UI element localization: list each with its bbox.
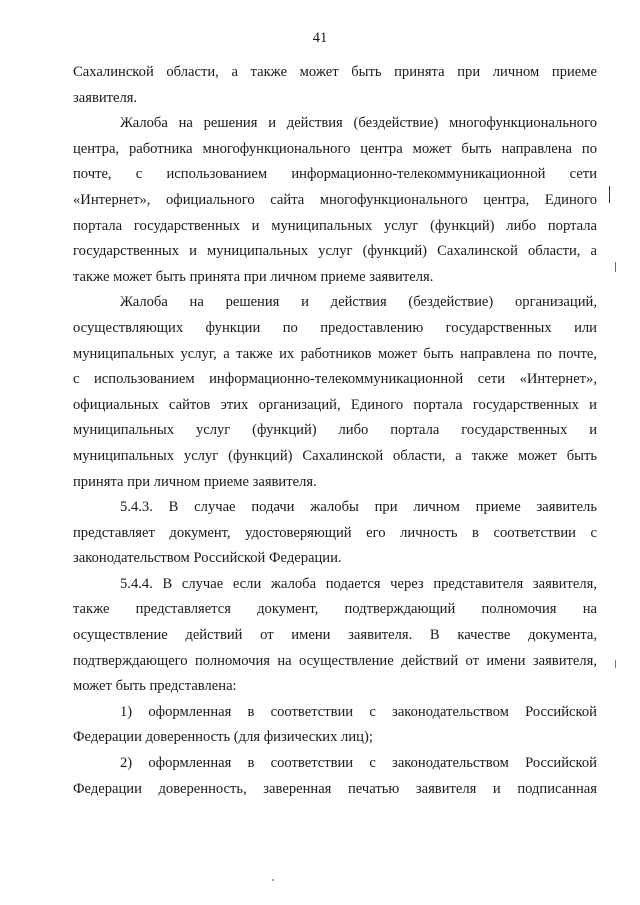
scan-artifact-mark (609, 186, 610, 203)
text-line: почте, с использованием информационно-телекоммуникационной сети (73, 166, 597, 183)
text-line: заявителя. (73, 89, 138, 106)
text-line: с использованием информационно-телекоммуникационной сети «Интернет», (73, 371, 597, 388)
text-line: центра, работника многофункционального центра может быть направлена по (73, 140, 597, 157)
text-line: представляет документ, удостоверяющий его личность в соответствии с (73, 524, 597, 541)
scan-artifact-mark (615, 660, 616, 668)
text-line: муниципальных услуг, а также их работников может быть направлена по почте, (73, 345, 597, 362)
text-line: Сахалинской области, а также может быть принята при личном приеме (73, 64, 597, 80)
text-line: государственных и муниципальных услуг (функций) Сахалинской области, а (73, 243, 597, 260)
text-line: осуществление действий от имени заявителя. В качестве документа, (73, 627, 597, 644)
text-line: 5.4.4. В случае если жалоба подается через представителя заявителя, (120, 575, 597, 592)
text-line: Федерации доверенность, заверенная печатью заявителя и подписанная (73, 780, 597, 797)
page-number: 41 (312, 30, 328, 46)
document-body (73, 60, 597, 802)
text-line: также представляется документ, подтверждающий полномочия на (73, 601, 597, 618)
scan-artifact-dot (272, 879, 274, 881)
text-line: может быть представлена: (73, 678, 237, 695)
text-line: 1) оформленная в соответствии с законодательством Российской (120, 703, 597, 720)
text-line: Жалоба на решения и действия (бездействие) организаций, (120, 294, 597, 311)
text-line: Жалоба на решения и действия (бездействие) многофункционального (120, 115, 597, 132)
text-line: Федерации доверенность (для физических лиц); (73, 729, 373, 746)
text-line: «Интернет», официального сайта многофункционального центра, Единого (73, 191, 597, 208)
paragraph-continuation (73, 60, 597, 111)
paragraph-org-complaint (73, 290, 597, 495)
text-line: принята при личном приеме заявителя. (73, 473, 317, 490)
paragraph-mfc-complaint (73, 111, 597, 290)
scan-artifact-mark (615, 262, 616, 272)
text-line: официальных сайтов этих организаций, Единого портала государственных и (73, 396, 597, 413)
text-line: муниципальных услуг (функций) либо портала государственных и (73, 422, 597, 439)
text-line: 2) оформленная в соответствии с законодательством Российской (120, 755, 597, 772)
text-line: портала государственных и муниципальных услуг (функций) либо портала (73, 217, 597, 234)
text-line: осуществляющих функции по предоставлению государственных или (73, 319, 597, 336)
text-line: муниципальных услуг (функций) Сахалинской области, а также может быть (73, 447, 597, 464)
text-line: также может быть принята при личном приеме заявителя. (73, 268, 434, 285)
paragraph-5-4-4 (73, 572, 597, 700)
text-line: подтверждающего полномочия на осуществление действий от имени заявителя, (73, 652, 597, 669)
text-line: 5.4.3. В случае подачи жалобы при личном приеме заявитель (120, 499, 597, 516)
paragraph-5-4-3 (73, 495, 597, 572)
list-item-1 (73, 700, 597, 751)
list-item-2 (73, 751, 597, 802)
text-line: законодательством Российской Федерации. (73, 550, 342, 567)
